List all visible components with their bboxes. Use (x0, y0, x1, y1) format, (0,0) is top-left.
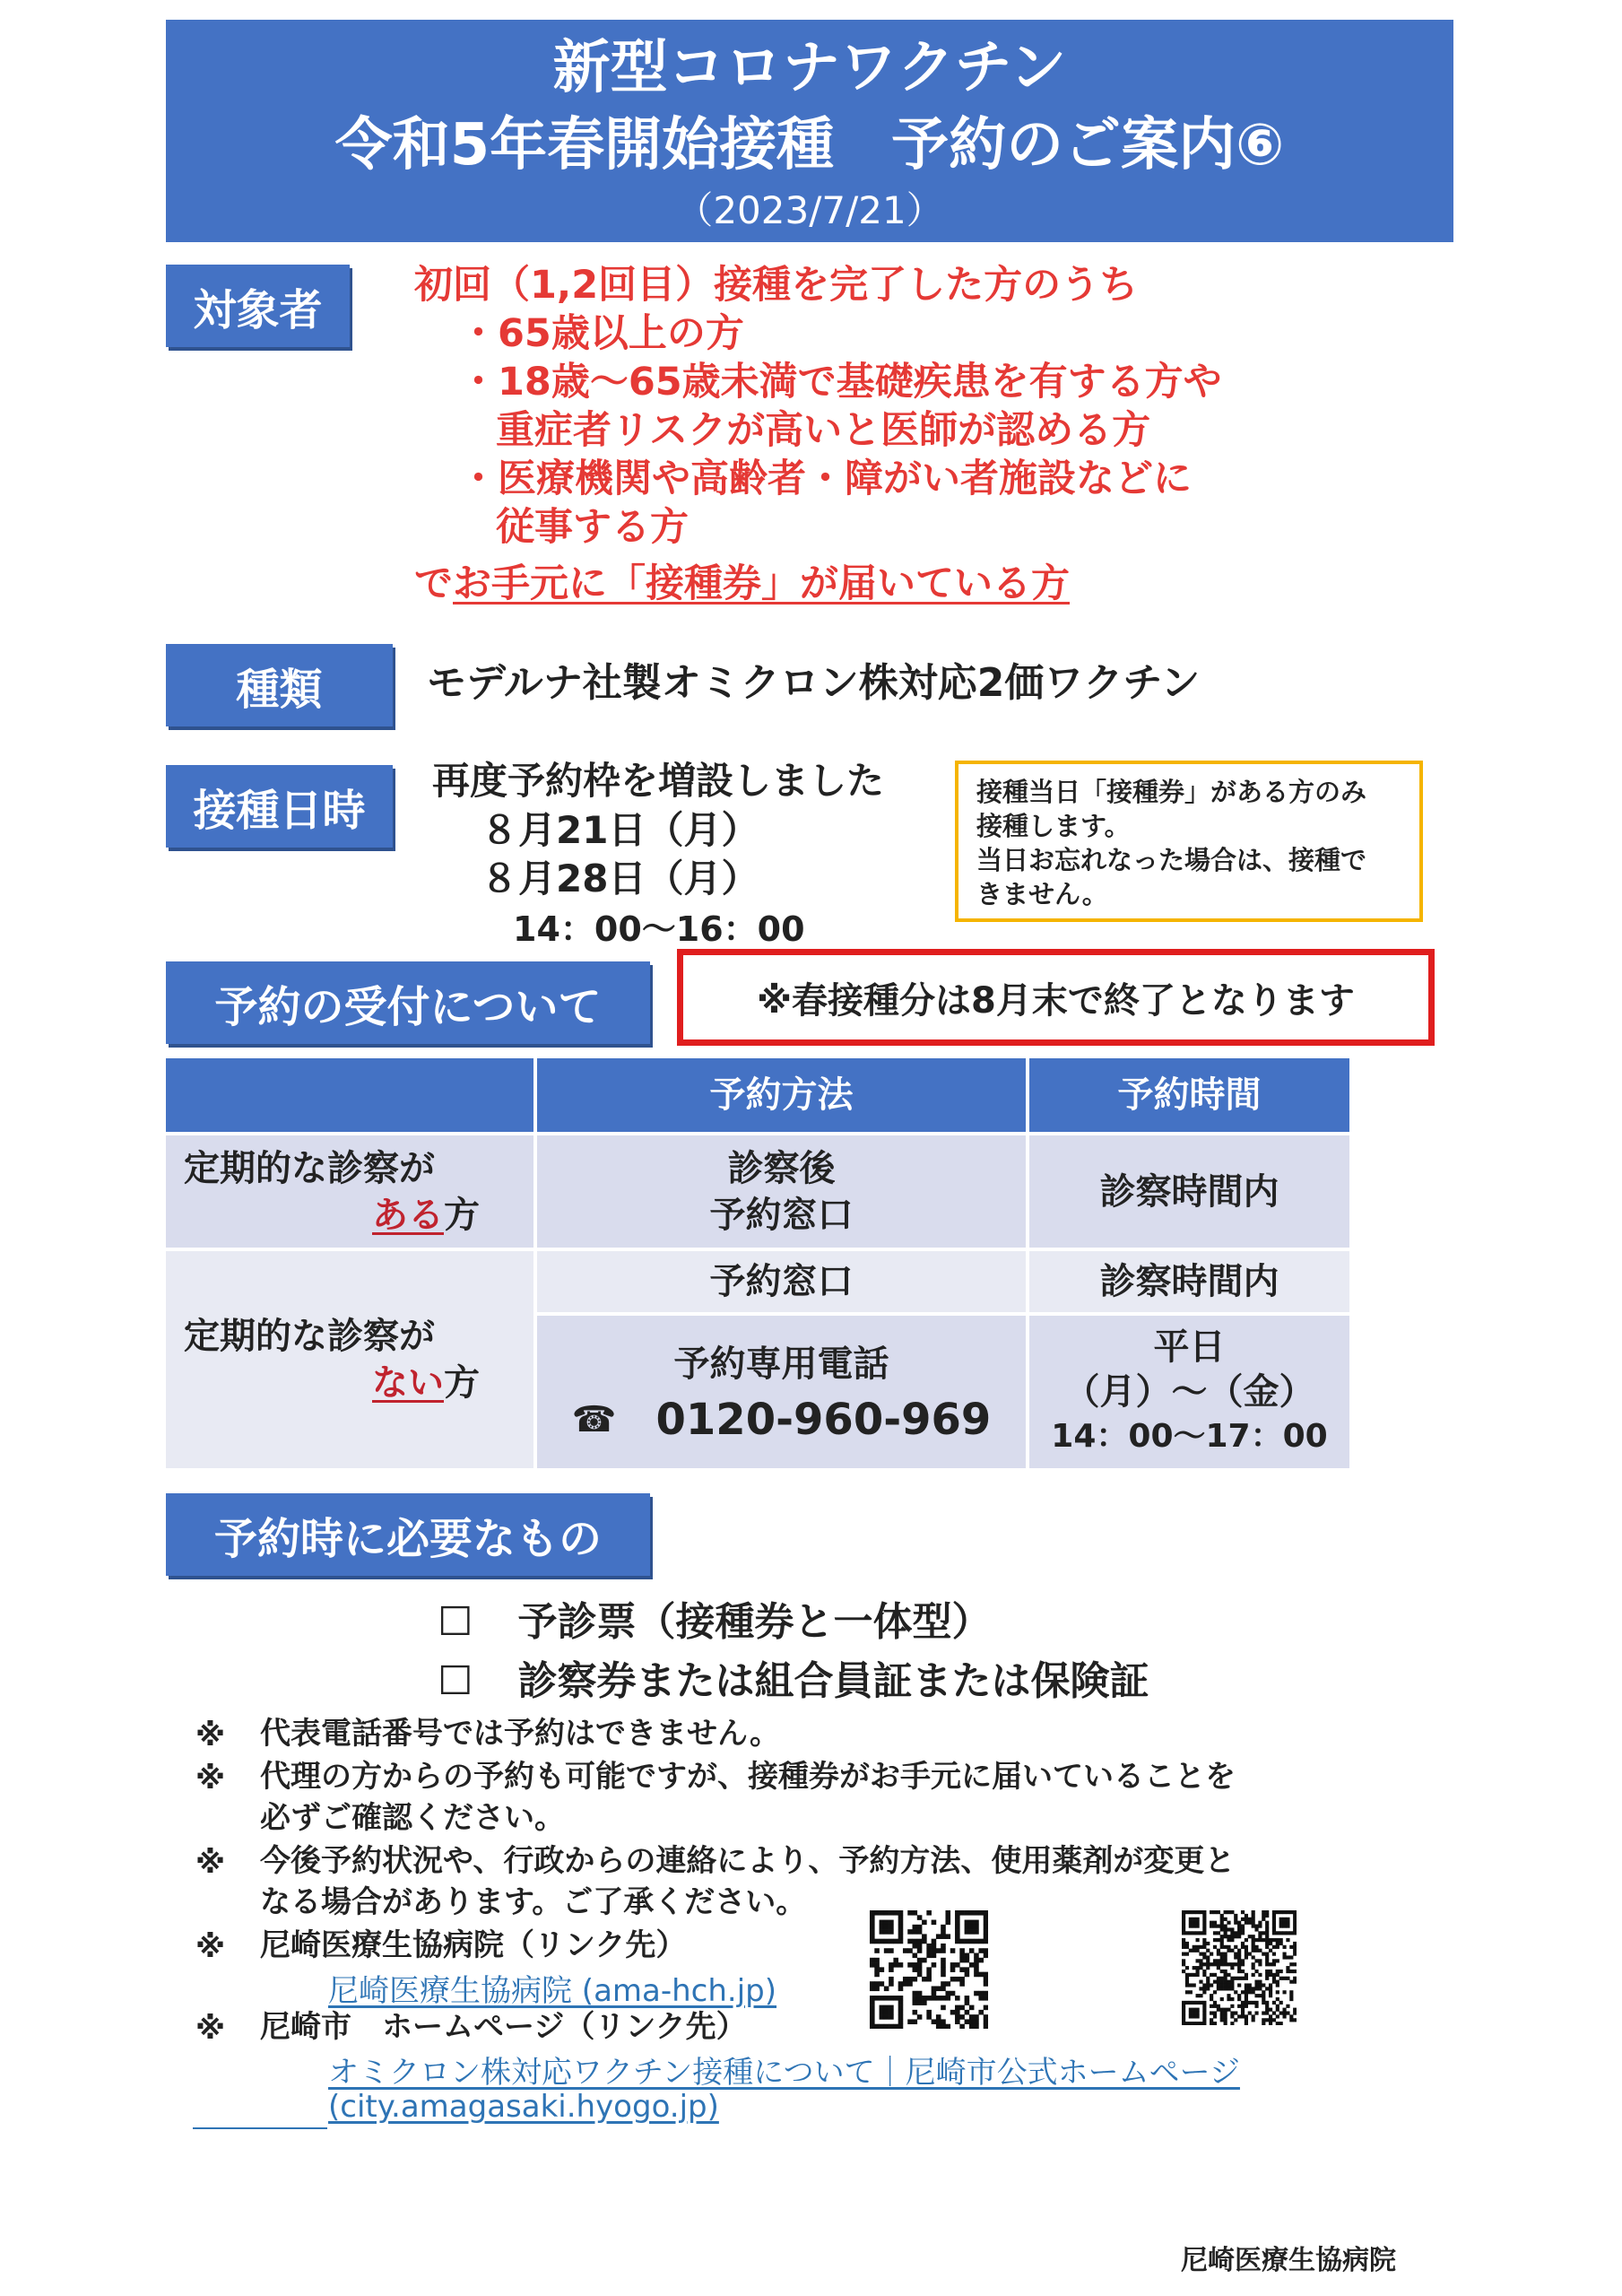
row-label-suffix: 方 (444, 1194, 480, 1236)
footer-hospital-name: 尼崎医療生協病院 (1181, 2245, 1396, 2276)
table-row-label (166, 1135, 533, 1248)
link-underline-extension (193, 2127, 327, 2129)
row-label-emph: ない (372, 1362, 444, 1404)
note-mark: ※ (195, 1718, 226, 1753)
target-intro: 初回（1,2回目）接種を完了した方のうち (414, 263, 1139, 308)
target-outro-prefix: で (414, 561, 453, 606)
target-item-2-cont: 重症者リスクが高いと医師が認める方 (496, 408, 1151, 453)
table-header-time: 予約時間 (1029, 1058, 1349, 1132)
section-label-required: 予約時に必要なもの (166, 1493, 650, 1576)
ticket-required-notice (955, 761, 1423, 922)
phone-line (572, 1396, 992, 1443)
hospital-qr-code-icon[interactable] (870, 1910, 988, 2029)
notice-line: 当日お忘れなった場合は、接種で (976, 845, 1367, 875)
table-cell-time: 診察時間内 (1029, 1135, 1349, 1248)
note-text: 今後予約状況や、行政からの連絡により、予約方法、使用薬剤が変更と (260, 1843, 1236, 1879)
title-line-2: 令和5年春開始接種 予約のご案内⑥ (334, 112, 1285, 178)
vaccine-type: モデルナ社製オミクロン株対応2価ワクチン (427, 660, 1201, 706)
schedule-date-2: ８月28日（月） (481, 857, 759, 900)
checklist-item (438, 1648, 1149, 1706)
method-line: 予約窓口 (709, 1194, 854, 1236)
checklist-text: 診察券または組合員証または保険証 (517, 1658, 1149, 1704)
notice-line: 接種当日「接種券」がある方のみ (976, 777, 1367, 807)
checklist-text: 予診票（接種券と一体型） (517, 1599, 992, 1645)
section-label-reservation: 予約の受付について (166, 961, 650, 1044)
time-line: 14：00～17：00 (1051, 1418, 1328, 1455)
title-banner (166, 20, 1453, 242)
schedule-time: 14：00～16：00 (513, 909, 805, 949)
table-cell-time: 診察時間内 (1029, 1251, 1349, 1312)
section-label-target: 対象者 (166, 265, 350, 347)
end-of-term-notice: ※春接種分は8月末で終了となります (677, 949, 1435, 1046)
table-cell-method (537, 1135, 1026, 1248)
table-row-label (166, 1251, 533, 1468)
target-item-3: ・医療機関や高齢者・障がい者施設などに (459, 457, 1192, 501)
target-outro (414, 561, 1070, 607)
note-text: 尼崎医療生協病院（リンク先） (260, 1927, 687, 1963)
table-cell-method: 予約窓口 (537, 1251, 1026, 1312)
note-text: 必ずご確認ください。 (260, 1800, 565, 1836)
time-line: 平日 (1153, 1326, 1226, 1368)
section-label-kind: 種類 (166, 644, 393, 726)
phone-number[interactable]: 0120-960-969 (655, 1395, 992, 1445)
city-link[interactable]: オミクロン株対応ワクチン接種について｜尼崎市公式ホームページ (328, 2055, 1240, 2091)
checklist-item (438, 1589, 991, 1647)
phone-icon: ☎ (571, 1399, 617, 1440)
checkbox-icon: ☐ (438, 1599, 473, 1645)
target-item-3-cont: 従事する方 (496, 505, 689, 550)
target-outro-underlined: お手元に「接種券」が届いている方 (453, 561, 1070, 606)
title-line-1: 新型コロナワクチン (552, 35, 1067, 101)
table-header-blank (166, 1058, 533, 1132)
row-label-prefix: 定期的な診察が (184, 1147, 435, 1189)
table-cell-time (1029, 1316, 1349, 1468)
checkbox-icon: ☐ (438, 1658, 473, 1704)
target-item-2: ・18歳～65歳未満で基礎疾患を有する方や (459, 360, 1222, 404)
note-mark: ※ (195, 1845, 226, 1881)
note-text: 代表電話番号では予約はできません。 (260, 1716, 781, 1752)
row-label-prefix: 定期的な診察が (184, 1316, 435, 1357)
note-mark: ※ (195, 1929, 226, 1965)
phone-label: 予約専用電話 (673, 1344, 889, 1385)
time-line: （月）～（金） (1063, 1371, 1315, 1413)
table-cell-phone (537, 1316, 1026, 1468)
table-header-method: 予約方法 (537, 1058, 1026, 1132)
notice-line: きません。 (976, 879, 1108, 909)
method-line: 診察後 (727, 1147, 836, 1189)
note-text: 代理の方からの予約も可能ですが、接種券がお手元に届いていることを (260, 1759, 1236, 1795)
city-qr-code-icon[interactable] (1182, 1910, 1297, 2025)
city-link-cont[interactable]: (city.amagasaki.hyogo.jp) (328, 2089, 719, 2125)
section-label-schedule: 接種日時 (166, 765, 393, 848)
note-text: 尼崎市 ホームページ（リンク先） (260, 2009, 747, 2045)
row-label-emph: ある (372, 1194, 444, 1236)
row-label-suffix: 方 (444, 1362, 480, 1404)
note-text: なる場合があります。ご了承ください。 (260, 1884, 807, 1920)
schedule-date-1: ８月21日（月） (481, 808, 759, 852)
note-mark: ※ (195, 1761, 226, 1796)
target-item-1: ・65歳以上の方 (459, 311, 744, 356)
row-label-emph-line (184, 1192, 480, 1239)
hospital-link[interactable]: 尼崎医療生協病院 (ama-hch.jp) (328, 1973, 777, 2009)
row-label-emph-line (184, 1360, 480, 1406)
schedule-note: 再度予約枠を増設しました (432, 759, 885, 803)
note-mark: ※ (195, 2011, 226, 2047)
issue-date: （2023/7/21） (675, 188, 944, 232)
notice-line: 接種します。 (976, 811, 1131, 841)
